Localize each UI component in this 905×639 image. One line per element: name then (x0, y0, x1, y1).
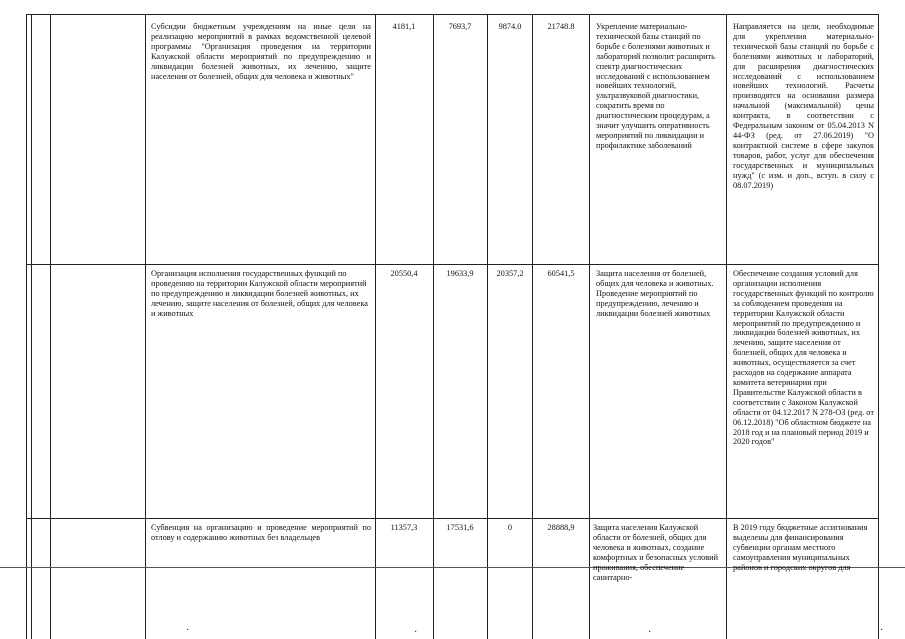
row-1-name: Субсидии бюджетным учреждениям на иные цели на реализацию мероприятий в рамках ведомственной целевой программы "Организация проведения на территории Калужской области мероприятий по предупреждению и ликвидации болезней животных, их лечению, защите населения от болезней, общих для человека и животных" (151, 22, 371, 81)
row-1-value-2: 7693,7 (448, 22, 472, 31)
row-3-justification: В 2019 году бюджетные ассигнования выделены для финансирования субвенции органам местного самоуправления муниципальных районов и городских округов для (733, 523, 868, 572)
row-3-result: Защита населения Калужской области от болезней, общих для человека и животных, создание комфортных и безопасных условий проживания, обеспечение санитарно- (593, 523, 719, 582)
row-3-value-1: 11357,3 (390, 523, 418, 532)
table-row-divider (26, 518, 879, 519)
row-3-name: Субвенция на организацию и проведение мероприятий по отлову и содержанию животных без владельцев (151, 523, 371, 542)
row-1-value-1: 4181,1 (392, 22, 416, 31)
row-3-value-2: 17531,6 (446, 523, 474, 532)
table-border-top (26, 14, 879, 15)
table-col-divider (487, 14, 488, 639)
row-2-justification: Обеспечение создания условий для организации исполнения государственных функций по контролю за соблюдением проведения на территории Калужской области мероприятий по предупреждению и ликвидации болезней животных, их лечению, защите населения от болезней, общих для человека и животных, осуществляется за счет расходов на содержание аппарата комитета ветеринарии при Правительстве Калужской области в соответствии с Законом Калужской области от 04.12.2017 N 278-ОЗ (ред. от 06.12.2018) "Об областном бюджете на 2018 год и на плановый период 2019 и 2020 годов" (733, 269, 874, 447)
row-2-name: Организация исполнения государственных функций по проведению на территории Калужской области мероприятий по предупреждению и ликвидации болезней животных, их лечению, защите населения от болезней, общих для человека и животных (151, 269, 368, 318)
scan-speck: · (414, 627, 418, 638)
row-1-result: Укрепление материально-технической базы станций по борьбе с болезнями животных и лабораторий позволит расширить спектр диагностических исследований с использованием новейших технологий, ультразвуковой диагностики, сократить время по диагностическим процедурам, а значит улучшить оперативность мероприятий по ликвидации и профилактике заболеваний (596, 22, 715, 150)
row-1-value-4: 21748.8 (547, 22, 575, 31)
row-1-justification: Направляется на цели, необходимые для укрепления материально-технической базы станций по борьбе с болезнями животных и лабораторий, для расширения диагностических исследований с использованием новейших технологий. Расчеты производятся на основании размера начальной (максимальной) цены контракта, в соответствии с Федеральным законом от 05.04.2013 N 44-ФЗ (ред. от 27.06.2019) "О контрактной системе в сфере закупок товаров, работ, услуг для обеспечения государственных и муниципальных нужд" (с изм. и доп., вступ. в силу с 08.07.2019) (733, 22, 874, 190)
table-col-divider (145, 14, 146, 639)
table-border-right (878, 14, 879, 639)
row-2-value-3: 20357,2 (496, 269, 524, 278)
table-col-divider (726, 14, 727, 639)
table-border-left (26, 14, 27, 639)
scan-speck: · (186, 625, 190, 636)
table-col-divider (31, 14, 32, 639)
row-2-value-2: 19633,9 (446, 269, 474, 278)
row-1-value-3: 9874.0 (498, 22, 522, 31)
row-3-value-3: 0 (507, 523, 513, 532)
row-2-value-4: 60541,5 (547, 269, 575, 278)
table-col-divider (589, 14, 590, 639)
table-col-divider (375, 14, 376, 639)
table-col-divider (433, 14, 434, 639)
scan-speck: · (648, 627, 652, 638)
row-2-result: Защита населения от болезней, общих для человека и животных. Проведение мероприятий по предупреждению, лечению и ликвидации болезней животных (596, 269, 714, 318)
table-col-divider (532, 14, 533, 639)
row-2-value-1: 20550,4 (390, 269, 418, 278)
scan-speck: · (880, 625, 884, 636)
table-col-divider (50, 14, 51, 639)
row-3-value-4: 28888,9 (547, 523, 575, 532)
table-row-divider (26, 264, 879, 265)
